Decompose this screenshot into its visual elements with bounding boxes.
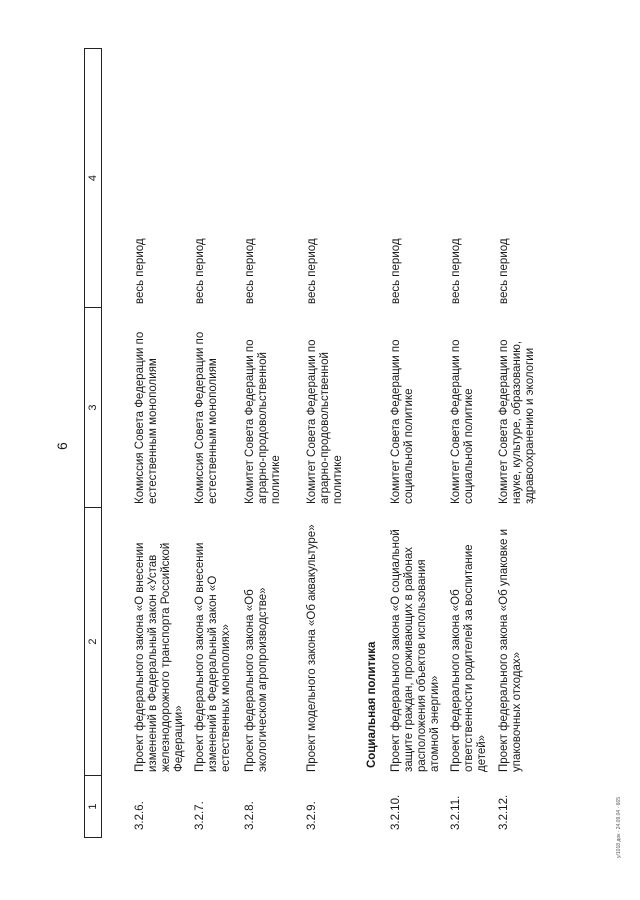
- row-period: весь период: [134, 238, 146, 304]
- row-number: 3.2.10.: [390, 794, 402, 830]
- row-title: Проект федерального закона «О внесении изменений в Федеральный закон «Устав железнодорожного транспорта Российской Федерации»: [134, 542, 185, 772]
- section-title: Социальная политика: [366, 641, 378, 768]
- row-number: 3.2.7.: [194, 801, 206, 830]
- row-number: 3.2.11.: [450, 795, 462, 830]
- row-period: весь период: [244, 238, 256, 304]
- table-row: [450, 48, 490, 838]
- table-row: [244, 48, 296, 838]
- header-col-3: 3: [85, 307, 101, 507]
- row-number: 3.2.8.: [244, 801, 256, 830]
- row-title: Проект модельного закона «Об аквакультуре»: [306, 524, 318, 772]
- row-committee: Комитет Совета Федерации по аграрно-продовольственной политике: [306, 339, 344, 504]
- row-number: 3.2.6.: [134, 801, 146, 830]
- row-committee: Комитет Совета Федерации по социальной политике: [390, 339, 415, 504]
- row-period: весь период: [498, 238, 510, 304]
- row-committee: Комиссия Совета Федерации по естественным монополиям: [134, 331, 159, 504]
- row-title: Проект федерального закона «О внесении изменений в Федеральный закон «О естественных монополиях»: [194, 542, 232, 772]
- row-title: Проект федерального закона «Об ответственности родителей за воспитание детей»: [450, 544, 488, 772]
- row-title: Проект федерального закона «Об упаковке и упаковочных отходах»: [498, 528, 523, 772]
- page-number: 6: [54, 442, 70, 450]
- row-committee: Комитет Совета Федерации по науке, культуре, образованию, здравоохранению и экологии: [498, 339, 536, 504]
- header-col-4: 4: [87, 174, 99, 182]
- table-row: [134, 48, 184, 838]
- row-title: Проект федерального закона «Об экологическом агропроизводстве»: [244, 587, 269, 772]
- row-period: весь период: [390, 238, 402, 304]
- document-footer: у/1018 док · 24.09.04 · 665: [616, 797, 622, 858]
- row-period: весь период: [194, 238, 206, 304]
- row-period: весь период: [306, 238, 318, 304]
- row-number: 3.2.12.: [498, 794, 510, 830]
- row-period: весь период: [450, 238, 462, 304]
- row-committee: Комитет Совета Федерации по социальной политике: [450, 339, 475, 504]
- row-committee: Комитет Совета Федерации по аграрно-продовольственной политике: [244, 339, 282, 504]
- row-committee: Комиссия Совета Федерации по естественным монополиям: [194, 331, 219, 504]
- table-row: [498, 48, 554, 838]
- plan-table: [84, 48, 554, 838]
- row-number: 3.2.9.: [306, 801, 318, 830]
- table-row: [306, 48, 360, 838]
- header-col-1: 1: [85, 775, 101, 837]
- table-header: [84, 48, 102, 838]
- row-title: Проект федерального закона «О социальной защите граждан, проживающих в районах расположения объектов использования атомной энергии»: [390, 529, 441, 772]
- table-row: [194, 48, 234, 838]
- header-col-2: 2: [85, 507, 101, 775]
- table-row: [390, 48, 442, 838]
